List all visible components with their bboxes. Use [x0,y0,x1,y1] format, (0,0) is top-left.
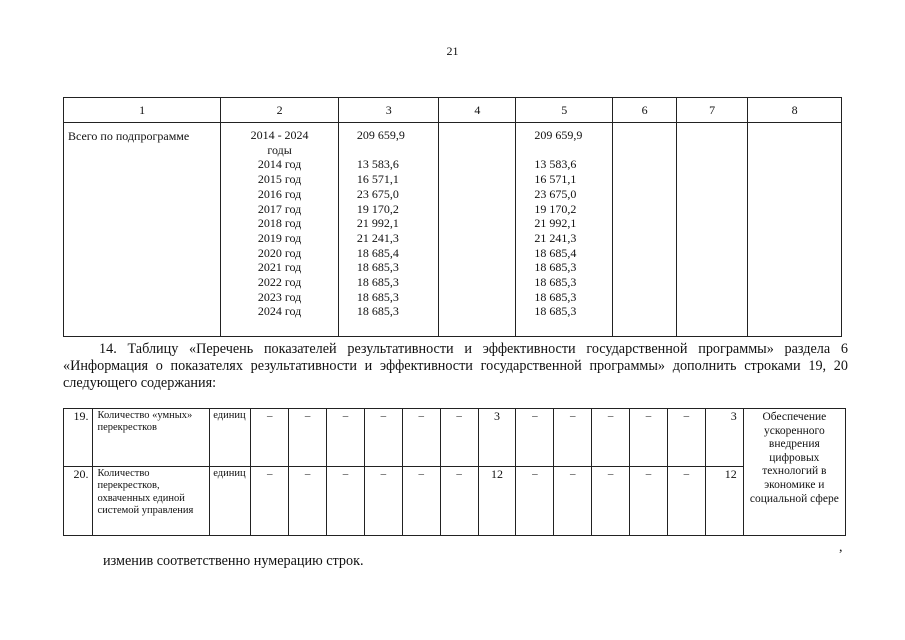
amount-value [357,143,439,158]
value-cell: – [327,409,365,467]
financing-table [63,97,842,337]
column-header: 4 [439,98,516,123]
amount-value: 13 583,6 [534,157,577,172]
indicator-name: Количество «умных» перекрестков [93,409,210,467]
value-cell: 12 [705,467,743,536]
col3-cell [338,123,439,337]
value-cell: – [554,409,592,467]
amount-value: 18 685,3 [356,260,399,275]
indicators-table [63,408,846,536]
amount-value: 23 675,0 [534,186,577,201]
page-number: 21 [446,44,459,58]
amount-value: 209 659,9 [356,128,405,142]
amount-value: 18 685,3 [356,289,399,304]
row-number: 19. [64,409,93,467]
amount-value: 19 170,2 [534,201,577,216]
year-label: 2022 год [257,275,302,290]
year-label: 2017 год [257,201,302,216]
table-row [64,467,846,536]
closing-text: изменив соответственно нумерацию строк. [103,553,364,569]
value-cell: – [440,467,478,536]
amount-value: 18 685,4 [534,245,577,260]
amount-value: 21 992,1 [356,216,399,231]
col5-cell [516,123,613,337]
amount-value [534,143,612,158]
empty-cell [613,123,677,337]
empty-cell [748,123,842,337]
row-label: Всего по подпрограмме [64,123,221,337]
column-header: 2 [221,98,339,123]
year-label: 2024 год [257,304,302,319]
value-cell: 3 [478,409,516,467]
note-cell: Обеспечение ускоренного внедрения цифровых технологий в экономике и социальной сфере [743,409,845,536]
value-cell: – [289,467,327,536]
value-cell: – [289,409,327,467]
value-cell: – [251,409,289,467]
year-label: 2016 год [257,186,302,201]
year-label: 2015 год [257,172,302,187]
value-cell: – [592,409,630,467]
amount-value: 23 675,0 [356,186,399,201]
value-cell: – [402,409,440,467]
value-cell: – [364,409,402,467]
year-label: 2014 - 2024 [250,128,309,142]
column-header: 8 [748,98,842,123]
column-header: 5 [516,98,613,123]
amount-value: 13 583,6 [356,157,399,172]
amount-value: 18 685,3 [534,289,577,304]
year-label: 2023 год [257,289,302,304]
amendment-paragraph [63,341,848,392]
table-row [64,409,846,467]
table-header-row [64,98,842,123]
value-cell: – [554,467,592,536]
value-cell: – [630,409,668,467]
value-cell: – [667,467,705,536]
amount-value: 16 571,1 [534,172,577,187]
amount-value: 18 685,3 [534,304,577,319]
year-label: 2018 год [257,216,302,231]
amount-value: 18 685,3 [356,304,399,319]
value-cell: – [364,467,402,536]
amount-value: 21 241,3 [356,230,399,245]
empty-cell [439,123,516,337]
year-label: 2020 год [257,245,302,260]
value-cell: – [327,467,365,536]
amount-value: 18 685,3 [534,275,577,290]
year-label: годы [267,142,292,157]
amount-value: 209 659,9 [534,128,583,142]
paragraph-text: 14. Таблицу «Перечень показателей результативности и эффективности государственной программы» раздела 6 «Информация о показателях результативности и эффективности государственной программы» дополнить строками 19, 20 следующего содержания: [63,341,848,391]
unit-cell: единиц [210,467,251,536]
amount-value: 21 992,1 [534,216,577,231]
column-header: 3 [338,98,439,123]
year-label: 2019 год [257,230,302,245]
years-cell [221,123,339,337]
amount-value: 19 170,2 [356,201,399,216]
table-row [64,123,842,337]
indicator-name: Количество перекрестков, охваченных единой системой управления [93,467,210,536]
value-cell: 3 [705,409,743,467]
value-cell: – [630,467,668,536]
unit-cell: единиц [210,409,251,467]
amount-value: 16 571,1 [356,172,399,187]
value-cell: – [402,467,440,536]
value-cell: 12 [478,467,516,536]
amount-value: 18 685,4 [356,245,399,260]
row-number: 20. [64,467,93,536]
column-header: 7 [676,98,747,123]
value-cell: – [592,467,630,536]
trailing-comma: , [839,540,843,555]
empty-cell [676,123,747,337]
value-cell: – [516,467,554,536]
value-cell: – [251,467,289,536]
amount-value: 21 241,3 [534,230,577,245]
amount-value: 18 685,3 [534,260,577,275]
value-cell: – [440,409,478,467]
column-header: 1 [64,98,221,123]
year-label: 2014 год [257,157,302,172]
value-cell: – [516,409,554,467]
amount-value: 18 685,3 [356,275,399,290]
value-cell: – [667,409,705,467]
column-header: 6 [613,98,677,123]
year-label: 2021 год [257,260,302,275]
